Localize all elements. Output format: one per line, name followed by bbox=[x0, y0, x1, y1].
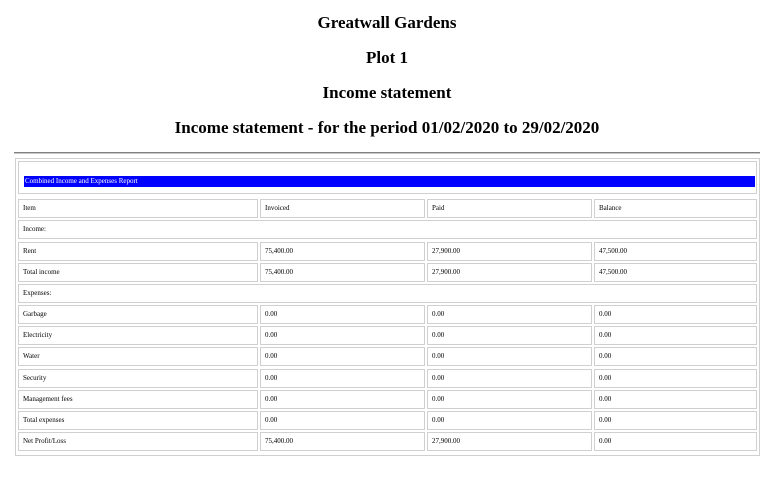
table-cell-paid: 27,900.00 bbox=[427, 263, 592, 282]
column-header: Item bbox=[18, 199, 258, 218]
column-header: Paid bbox=[427, 199, 592, 218]
table-cell-item: Total expenses bbox=[18, 411, 258, 430]
table-cell-paid: 0.00 bbox=[427, 347, 592, 366]
table-cell-item: Water bbox=[18, 347, 258, 366]
table-cell-paid: 0.00 bbox=[427, 326, 592, 345]
table-cell-item: Rent bbox=[18, 242, 258, 261]
table-cell-balance: 47,500.00 bbox=[594, 242, 757, 261]
section-label-income: Income: bbox=[18, 220, 757, 239]
table-cell-balance: 0.00 bbox=[594, 305, 757, 324]
section-label-expenses: Expenses: bbox=[18, 284, 757, 303]
table-cell-invoiced: 0.00 bbox=[260, 390, 425, 409]
table-cell-balance: 0.00 bbox=[594, 432, 757, 451]
table-cell-balance: 0.00 bbox=[594, 326, 757, 345]
table-cell-invoiced: 75,400.00 bbox=[260, 263, 425, 282]
horizontal-rule bbox=[14, 152, 760, 154]
table-cell-paid: 0.00 bbox=[427, 390, 592, 409]
statement-title: Income statement bbox=[322, 83, 452, 102]
table-cell-item: Garbage bbox=[18, 305, 258, 324]
statement-period: Income statement - for the period 01/02/2020 to 29/02/2020 bbox=[174, 118, 600, 137]
table-cell-item: Electricity bbox=[18, 326, 258, 345]
table-cell-balance: 47,500.00 bbox=[594, 263, 757, 282]
table-cell-item: Security bbox=[18, 369, 258, 388]
column-header: Balance bbox=[594, 199, 757, 218]
table-cell-paid: 0.00 bbox=[427, 411, 592, 430]
table-cell-balance: 0.00 bbox=[594, 411, 757, 430]
plot-title: Plot 1 bbox=[365, 48, 409, 67]
table-cell-balance: 0.00 bbox=[594, 369, 757, 388]
table-cell-invoiced: 0.00 bbox=[260, 411, 425, 430]
report-title-banner: Combined Income and Expenses Report bbox=[24, 176, 755, 187]
table-cell-paid: 27,900.00 bbox=[427, 432, 592, 451]
table-cell-item: Total income bbox=[18, 263, 258, 282]
table-cell-invoiced: 0.00 bbox=[260, 326, 425, 345]
column-header: Invoiced bbox=[260, 199, 425, 218]
company-name: Greatwall Gardens bbox=[317, 13, 457, 32]
table-cell-invoiced: 0.00 bbox=[260, 305, 425, 324]
table-cell-invoiced: 0.00 bbox=[260, 369, 425, 388]
table-cell-paid: 0.00 bbox=[427, 369, 592, 388]
table-cell-balance: 0.00 bbox=[594, 347, 757, 366]
table-cell-invoiced: 75,400.00 bbox=[260, 242, 425, 261]
table-cell-paid: 27,900.00 bbox=[427, 242, 592, 261]
table-cell-item: Net Profit/Loss bbox=[18, 432, 258, 451]
table-cell-invoiced: 0.00 bbox=[260, 347, 425, 366]
table-cell-paid: 0.00 bbox=[427, 305, 592, 324]
table-cell-item: Management fees bbox=[18, 390, 258, 409]
income-expenses-report-table bbox=[15, 158, 760, 456]
table-cell-balance: 0.00 bbox=[594, 390, 757, 409]
table-cell-invoiced: 75,400.00 bbox=[260, 432, 425, 451]
report-title-cell bbox=[18, 161, 757, 194]
